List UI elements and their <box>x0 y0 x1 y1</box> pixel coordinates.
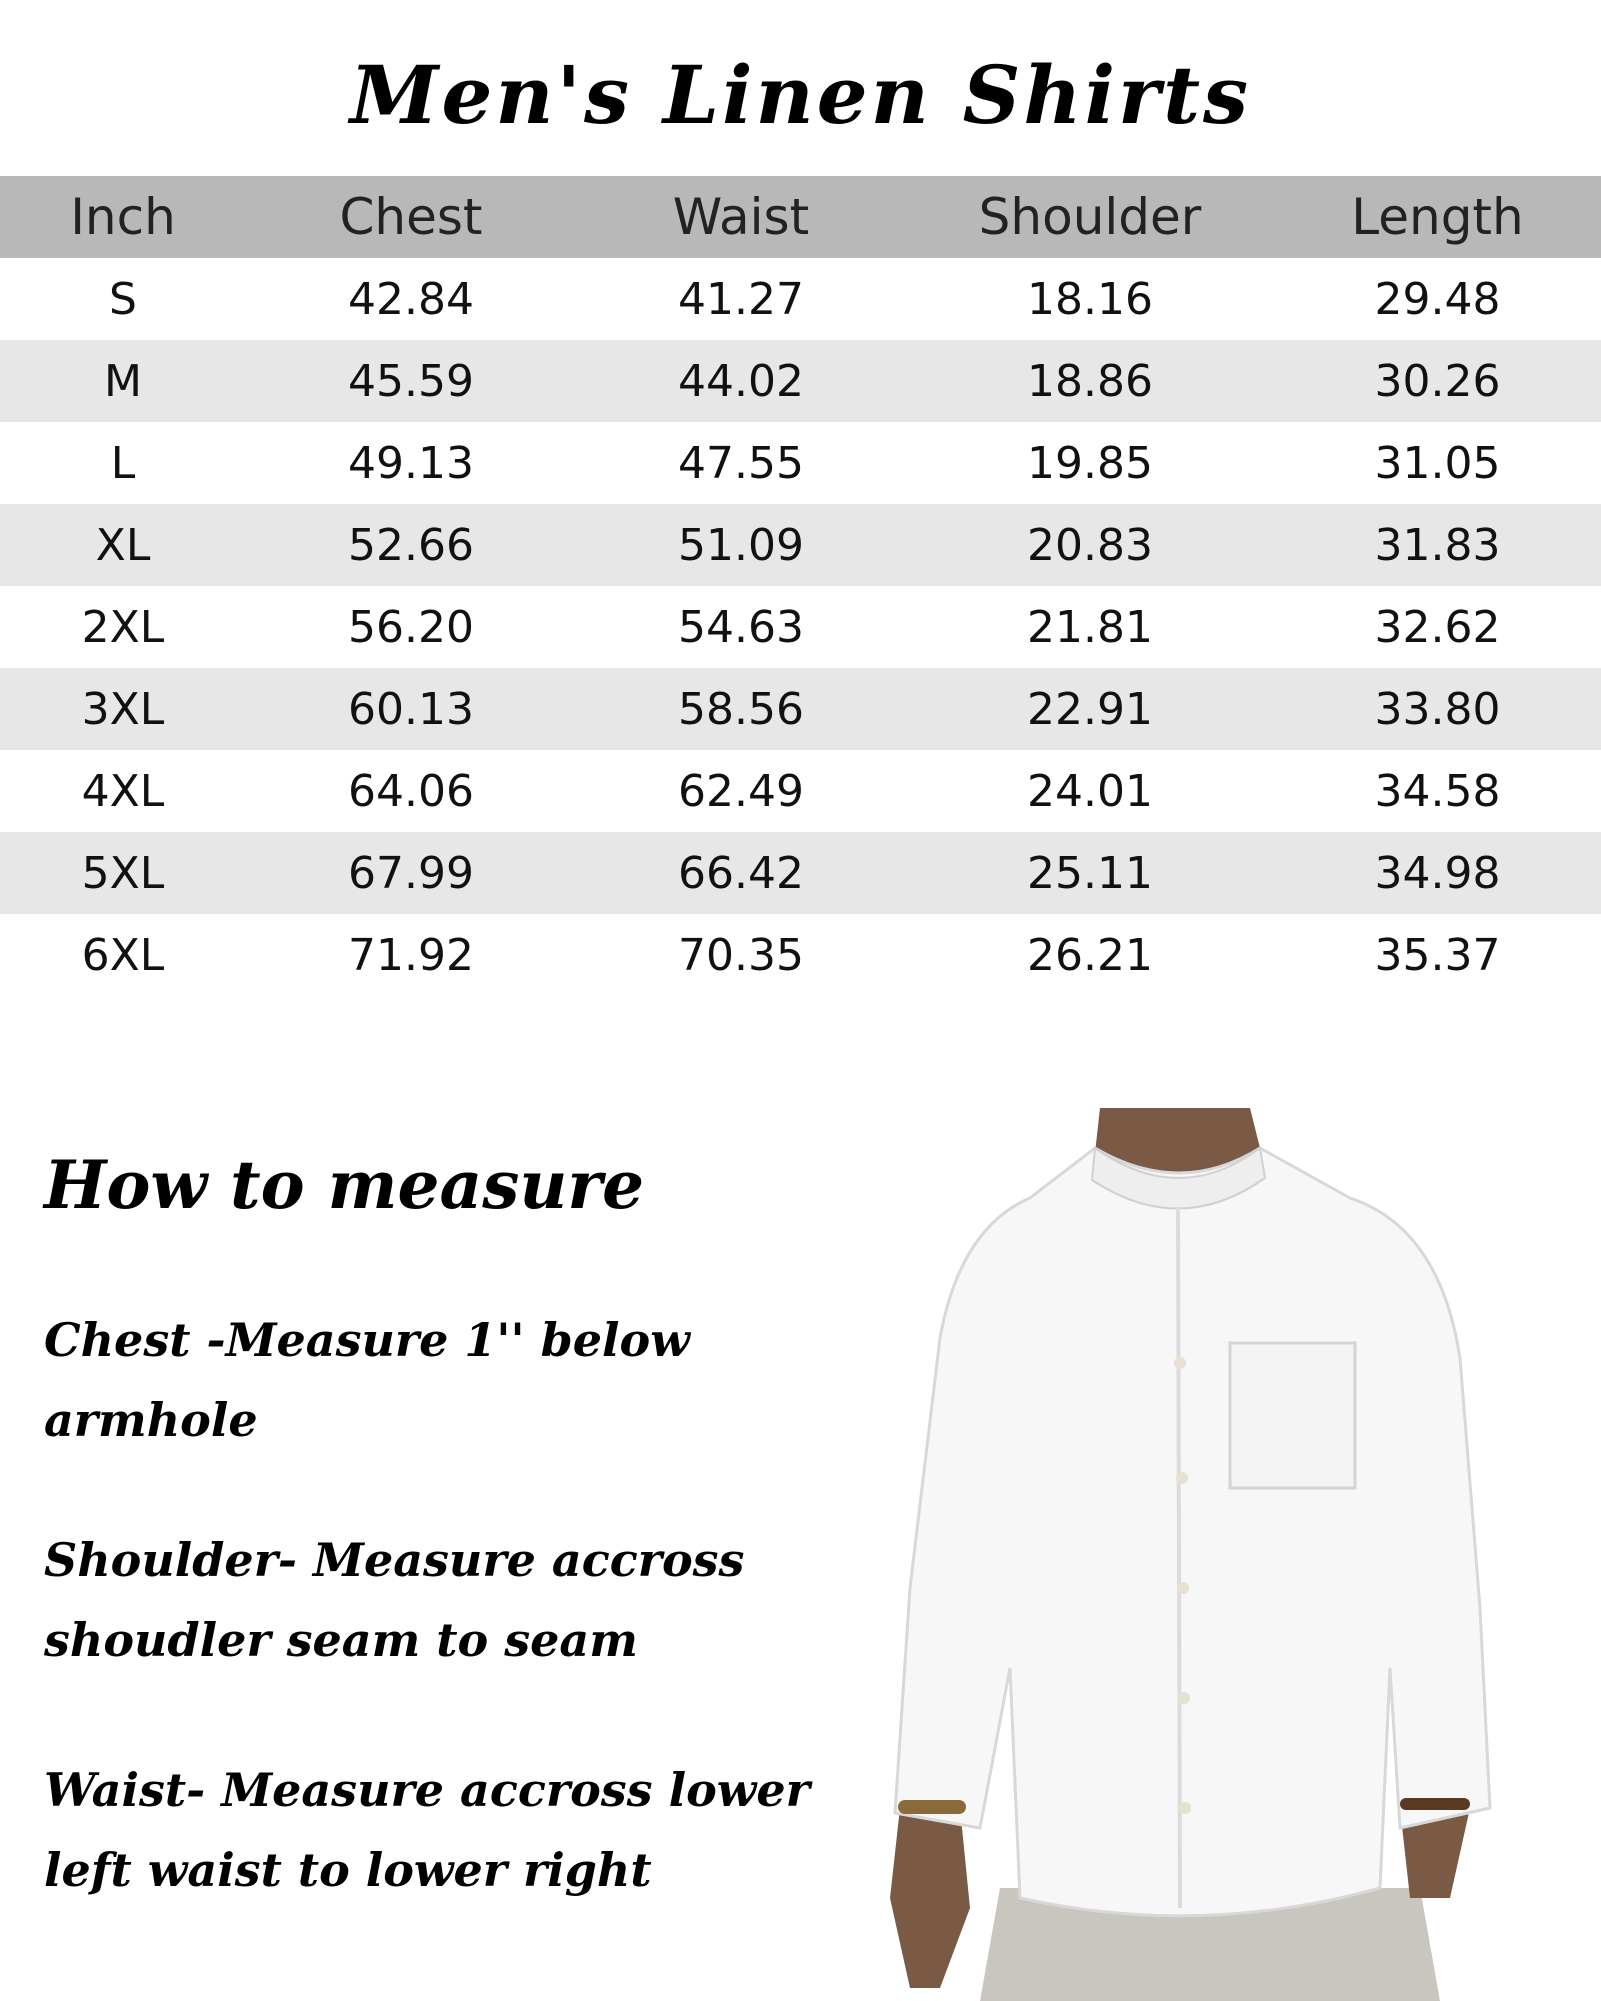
cell-shoulder: 22.91 <box>1027 683 1153 735</box>
left-hand <box>890 1808 970 1988</box>
cell-length: 34.58 <box>1374 765 1501 817</box>
cell-waist: 47.55 <box>678 437 804 489</box>
cell-shoulder: 19.85 <box>1027 437 1153 489</box>
chest-measure-note: Chest -Measure 1'' below armhole <box>44 1313 690 1447</box>
cell-waist: 41.27 <box>678 273 804 325</box>
how-to-measure-title: How to measure <box>44 1146 645 1224</box>
model-shirt-photo <box>880 1108 1520 2001</box>
table-row <box>0 750 1601 832</box>
cell-length: 31.83 <box>1374 519 1501 571</box>
table-row <box>0 504 1601 586</box>
cell-size: XL <box>95 519 151 571</box>
header-cell-length: Length <box>1351 188 1524 246</box>
page-title: Men's Linen Shirts <box>349 48 1252 142</box>
cell-waist: 58.56 <box>678 683 804 735</box>
table-row <box>0 832 1601 914</box>
cell-length: 32.62 <box>1374 601 1501 653</box>
cell-size: 4XL <box>81 765 165 817</box>
right-bracelet <box>1400 1798 1470 1810</box>
table-row <box>0 668 1601 750</box>
size-chart-table <box>0 176 1601 996</box>
cell-chest: 45.59 <box>348 355 474 407</box>
cell-size: 6XL <box>81 929 165 981</box>
cell-chest: 56.20 <box>348 601 474 653</box>
cell-waist: 70.35 <box>678 929 804 981</box>
header-cell-shoulder: Shoulder <box>978 188 1202 246</box>
cell-size: 3XL <box>81 683 165 735</box>
cell-waist: 66.42 <box>678 847 804 899</box>
shirt-button <box>1179 1802 1191 1814</box>
cell-size: S <box>109 273 137 325</box>
cell-size: M <box>104 355 142 407</box>
cell-chest: 67.99 <box>348 847 474 899</box>
cell-chest: 52.66 <box>348 519 474 571</box>
shoulder-measure-note: Shoulder- Measure accross shoudler seam to seam <box>44 1533 745 1667</box>
cell-length: 35.37 <box>1374 929 1501 981</box>
cell-waist: 54.63 <box>678 601 804 653</box>
cell-shoulder: 25.11 <box>1027 847 1153 899</box>
table-header-row <box>0 176 1601 258</box>
cell-chest: 64.06 <box>348 765 474 817</box>
left-bracelet <box>898 1800 966 1814</box>
cell-shoulder: 21.81 <box>1027 601 1153 653</box>
cell-shoulder: 18.16 <box>1027 273 1153 325</box>
table-row <box>0 914 1601 996</box>
table-row <box>0 586 1601 668</box>
table-row <box>0 258 1601 340</box>
cell-length: 34.98 <box>1374 847 1501 899</box>
shirt-button <box>1177 1582 1189 1594</box>
shirt-button <box>1178 1692 1190 1704</box>
cell-length: 31.05 <box>1374 437 1501 489</box>
cell-chest: 71.92 <box>348 929 474 981</box>
header-cell-waist: Waist <box>672 188 810 246</box>
table-row <box>0 422 1601 504</box>
waist-measure-note: Waist- Measure accross lower left waist to lower right <box>44 1763 810 1897</box>
cell-shoulder: 18.86 <box>1027 355 1153 407</box>
cell-size: L <box>110 437 136 489</box>
shirt-body <box>895 1148 1490 1916</box>
table-body <box>0 258 1601 996</box>
cell-length: 30.26 <box>1374 355 1501 407</box>
cell-chest: 49.13 <box>348 437 474 489</box>
cell-waist: 62.49 <box>678 765 804 817</box>
cell-size: 5XL <box>81 847 165 899</box>
cell-shoulder: 26.21 <box>1027 929 1153 981</box>
header-cell-inch: Inch <box>70 188 176 246</box>
cell-waist: 44.02 <box>678 355 804 407</box>
shirt-button <box>1176 1472 1188 1484</box>
cell-chest: 60.13 <box>348 683 474 735</box>
table-row <box>0 340 1601 422</box>
cell-length: 33.80 <box>1374 683 1501 735</box>
cell-shoulder: 24.01 <box>1027 765 1153 817</box>
header-cell-chest: Chest <box>339 188 483 246</box>
cell-shoulder: 20.83 <box>1027 519 1153 571</box>
shirt-placket <box>1178 1208 1180 1908</box>
cell-waist: 51.09 <box>678 519 804 571</box>
cell-length: 29.48 <box>1374 273 1501 325</box>
cell-size: 2XL <box>81 601 165 653</box>
shirt-pocket <box>1230 1343 1355 1488</box>
cell-chest: 42.84 <box>348 273 474 325</box>
shirt-button <box>1174 1357 1186 1369</box>
